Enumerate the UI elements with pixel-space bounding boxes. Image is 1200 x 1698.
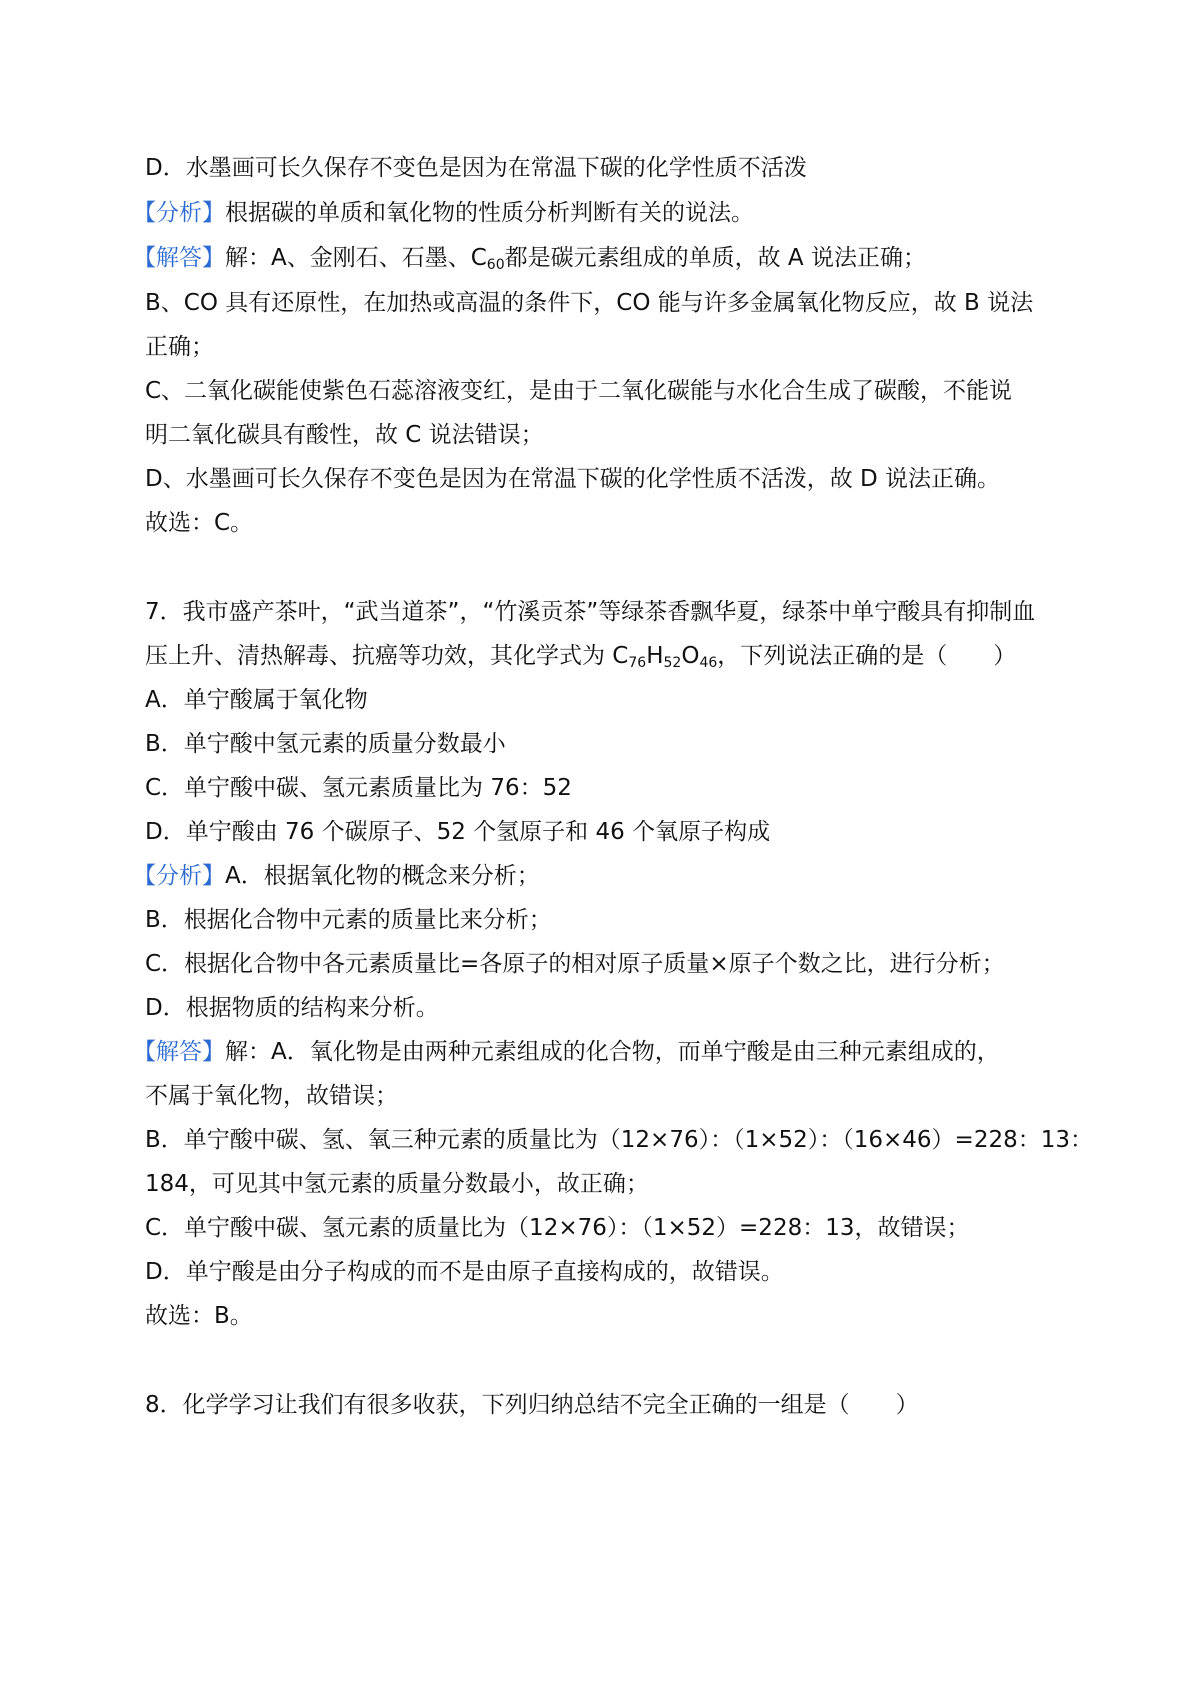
answer-q6-c: C、二氧化碳能使紫色石蕊溶液变红，是由于二氧化碳能与水化合生成了碳酸，不能说 (145, 378, 1013, 404)
answer-tag: 【解答】 (133, 1039, 225, 1065)
analysis-q7-b: B．根据化合物中元素的质量比来分析； (145, 907, 552, 933)
answer-q6-c-cont: 明二氧化碳具有酸性，故 C 说法错误； (145, 422, 544, 448)
option-c-q7: C．单宁酸中碳、氢元素质量比为 76：52 (145, 775, 572, 801)
analysis-q7-d: D．根据物质的结构来分析。 (145, 995, 439, 1021)
answer-q6-b: B、CO 具有还原性，在加热或高温的条件下，CO 能与许多金属氧化物反应，故 B 说法 (145, 290, 1034, 316)
answer-q6-d: D、水墨画可长久保存不变色是因为在常温下碳的化学性质不活泼，故 D 说法正确。 (145, 466, 1001, 492)
question-8-stem: 8．化学学习让我们有很多收获，下列归纳总结不完全正确的一组是（ ） (145, 1392, 919, 1418)
answer-q6-choice: 故选：C。 (145, 510, 254, 536)
question-7-stem-cont: 压上升、清热解毒、抗癌等功效，其化学式为 $C_{76}H_{52}O_{46}$，下列说法正确的是（ ） (145, 643, 1017, 671)
answer-q6-b-cont: 正确； (145, 334, 214, 360)
answer-q7-a-cont: 不属于氧化物，故错误； (145, 1083, 398, 1109)
question-7-stem: 7．我市盛产茶叶，“武当道茶”，“竹溪贡茶”等绿茶香飘华夏，绿茶中单宁酸具有抑制血 (145, 599, 1036, 625)
option-d-q7: D．单宁酸由 76 个碳原子、52 个氢原子和 46 个氧原子构成 (145, 819, 771, 845)
analysis-q7-c: C．根据化合物中各元素质量比=各原子的相对原子质量×原子个数之比，进行分析； (145, 951, 1005, 977)
option-d-q6: D．水墨画可长久保存不变色是因为在常温下碳的化学性质不活泼 (145, 155, 807, 181)
answer-q6-a: 【解答】解：A、金刚石、石墨、$C_{60}$都是碳元素组成的单质，故 A 说法正确； (133, 245, 926, 273)
answer-q7-b: B．单宁酸中碳、氢、氧三种元素的质量比为（12×76）：（1×52）：（16×46）=228：13： (145, 1127, 1093, 1153)
analysis-tag: 【分析】 (133, 863, 225, 889)
answer-q7-b-cont: 184，可见其中氢元素的质量分数最小，故正确； (145, 1171, 649, 1197)
option-a-q7: A．单宁酸属于氧化物 (145, 687, 368, 713)
answer-q7-a: 【解答】解：A．氧化物是由两种元素组成的化合物，而单宁酸是由三种元素组成的， (133, 1039, 1000, 1065)
answer-q7-c: C．单宁酸中碳、氢元素的质量比为（12×76）：（1×52）=228：13，故错误； (145, 1215, 970, 1241)
analysis-tag: 【分析】 (133, 200, 225, 226)
answer-q7-choice: 故选：B。 (145, 1303, 253, 1329)
analysis-q7-a: 【分析】A．根据氧化物的概念来分析； (133, 863, 540, 889)
answer-q7-d: D．单宁酸是由分子构成的而不是由原子直接构成的，故错误。 (145, 1259, 784, 1285)
option-b-q7: B．单宁酸中氢元素的质量分数最小 (145, 731, 506, 757)
answer-tag: 【解答】 (133, 245, 225, 271)
analysis-q6: 【分析】根据碳的单质和氧化物的性质分析判断有关的说法。 (133, 200, 754, 226)
